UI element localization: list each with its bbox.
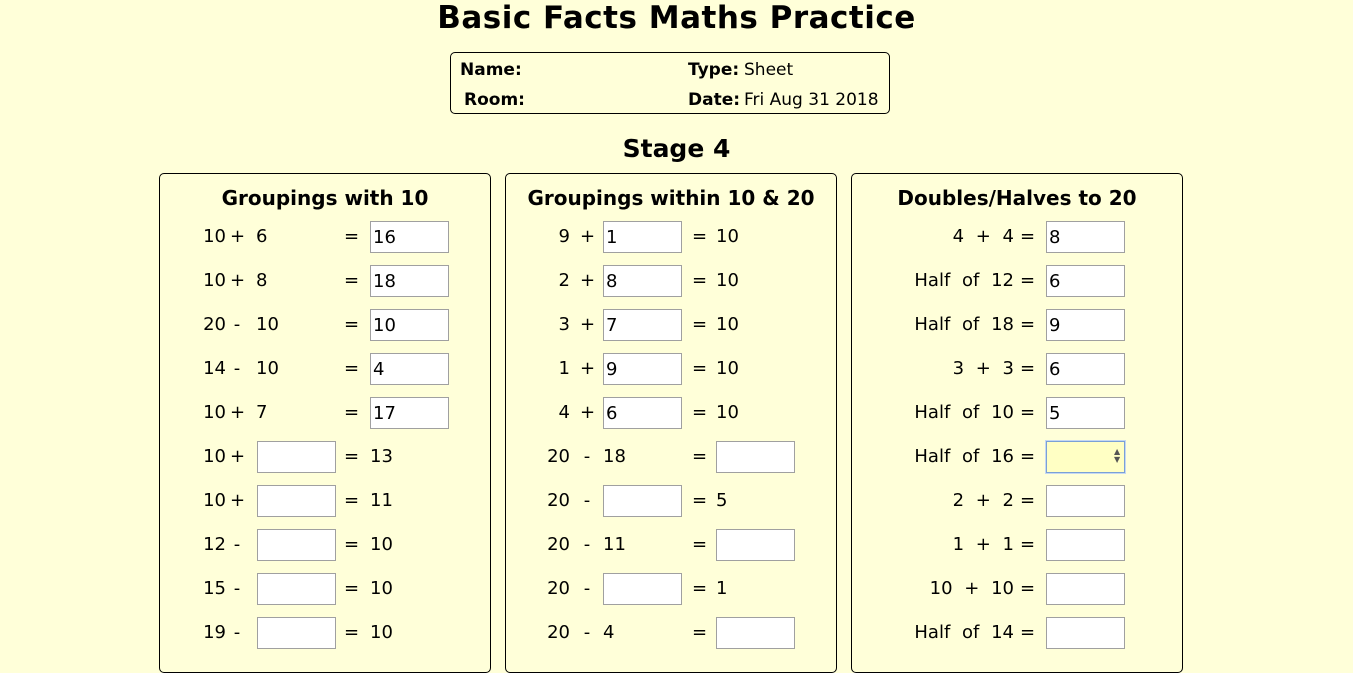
answer-input[interactable]	[1046, 485, 1125, 517]
equals-sign: =	[344, 402, 360, 423]
answer-value: 13	[370, 446, 393, 467]
operand-b: 11	[603, 534, 626, 555]
answer-input[interactable]	[370, 221, 449, 253]
operand-a: 20	[547, 578, 570, 599]
equation-row	[852, 397, 1182, 429]
operand-a: 20	[547, 534, 570, 555]
question-text: Half of 12	[914, 270, 1014, 291]
room-label: Room:	[464, 90, 525, 110]
operator: +	[580, 402, 596, 423]
equation-row	[852, 529, 1182, 561]
operator: -	[233, 358, 241, 379]
answer-value: 1	[716, 578, 728, 599]
question-text: 10 + 10	[929, 578, 1014, 599]
equals-sign: =	[692, 622, 708, 643]
operand-b-input[interactable]	[603, 309, 682, 341]
operand-b: 18	[603, 446, 626, 467]
operand-a: 10	[203, 446, 226, 467]
operator: -	[583, 534, 591, 555]
answer-input[interactable]	[1046, 221, 1125, 253]
equation-row	[506, 529, 836, 561]
equation-row	[160, 617, 490, 649]
answer-input[interactable]	[716, 617, 795, 649]
stage-heading: Stage 4	[622, 134, 731, 163]
spinner-arrows-icon[interactable]: ▲ ▼	[1114, 447, 1121, 464]
operator: -	[583, 622, 591, 643]
operand-b: 4	[603, 622, 615, 643]
question-text: Half of 10	[914, 402, 1014, 423]
answer-input[interactable]	[1046, 353, 1125, 385]
answer-value: 10	[716, 270, 739, 291]
equation-row	[852, 353, 1182, 385]
operator: +	[580, 314, 596, 335]
operand-b-input[interactable]	[603, 265, 682, 297]
equation-row	[160, 353, 490, 385]
equals-sign: =	[1020, 578, 1036, 599]
operand-b: 10	[256, 358, 279, 379]
question-text: 1 + 1	[952, 534, 1014, 555]
answer-input[interactable]	[1046, 265, 1125, 297]
equation-row	[160, 265, 490, 297]
equation-row	[506, 353, 836, 385]
type-label: Type:	[688, 60, 740, 80]
equals-sign: =	[1020, 534, 1036, 555]
operand-a: 12	[203, 534, 226, 555]
equation-row	[852, 221, 1182, 253]
question-text: Half of 18	[914, 314, 1014, 335]
equation-row	[506, 265, 836, 297]
equals-sign: =	[1020, 358, 1036, 379]
operand-a: 15	[203, 578, 226, 599]
operator: -	[233, 534, 241, 555]
operand-b-input[interactable]	[603, 485, 682, 517]
equals-sign: =	[1020, 402, 1036, 423]
equation-row	[852, 573, 1182, 605]
panel-title: Groupings with 10	[221, 186, 429, 210]
operand-a: 20	[547, 490, 570, 511]
operand-a: 10	[203, 270, 226, 291]
equation-row	[160, 573, 490, 605]
operator: -	[233, 578, 241, 599]
answer-input-focused[interactable]	[1046, 441, 1125, 473]
equals-sign: =	[692, 446, 708, 467]
question-text: 3 + 3	[952, 358, 1014, 379]
question-text: 2 + 2	[952, 490, 1014, 511]
operand-b-input[interactable]	[257, 617, 336, 649]
equation-row	[506, 441, 836, 473]
answer-input[interactable]	[1046, 309, 1125, 341]
operator: +	[230, 402, 246, 423]
panel-title: Doubles/Halves to 20	[897, 186, 1137, 210]
operand-b-input[interactable]	[603, 573, 682, 605]
operator: +	[230, 226, 246, 247]
operator: +	[230, 490, 246, 511]
operand-a: 20	[547, 446, 570, 467]
equation-row	[160, 529, 490, 561]
answer-value: 10	[716, 226, 739, 247]
question-text: Half of 14	[914, 622, 1014, 643]
operator: -	[583, 578, 591, 599]
equals-sign: =	[692, 314, 708, 335]
answer-input[interactable]	[716, 441, 795, 473]
equals-sign: =	[692, 490, 708, 511]
operand-b: 7	[256, 402, 268, 423]
operand-a: 4	[558, 402, 570, 423]
date-label: Date:	[688, 90, 741, 110]
answer-input[interactable]	[1046, 397, 1125, 429]
question-text: 4 + 4	[952, 226, 1014, 247]
equation-row	[160, 221, 490, 253]
operator: -	[583, 446, 591, 467]
equation-row	[506, 485, 836, 517]
answer-input[interactable]	[370, 397, 449, 429]
answer-input[interactable]	[370, 353, 449, 385]
equals-sign: =	[344, 446, 360, 467]
operand-b-input[interactable]	[603, 221, 682, 253]
operator: -	[233, 314, 241, 335]
answer-value: 11	[370, 490, 393, 511]
operand-a: 10	[203, 490, 226, 511]
equation-row	[852, 441, 1182, 473]
name-label: Name:	[460, 60, 522, 80]
equation-row	[852, 265, 1182, 297]
panel-title: Groupings within 10 & 20	[527, 186, 815, 210]
equals-sign: =	[1020, 490, 1036, 511]
operand-b-input[interactable]	[603, 397, 682, 429]
operand-b-input[interactable]	[257, 441, 336, 473]
answer-value: 10	[370, 578, 393, 599]
question-text: Half of 16	[914, 446, 1014, 467]
answer-value: 10	[716, 358, 739, 379]
equation-row	[160, 309, 490, 341]
panel-groupings-with-10	[159, 173, 491, 673]
answer-value: 10	[716, 314, 739, 335]
equals-sign: =	[1020, 226, 1036, 247]
operand-b-input[interactable]	[257, 485, 336, 517]
operator: -	[583, 490, 591, 511]
equals-sign: =	[344, 314, 360, 335]
answer-input[interactable]	[1046, 529, 1125, 561]
equals-sign: =	[692, 578, 708, 599]
equals-sign: =	[344, 534, 360, 555]
equals-sign: =	[692, 270, 708, 291]
operand-b-input[interactable]	[603, 353, 682, 385]
answer-value: 10	[370, 622, 393, 643]
equation-row	[506, 617, 836, 649]
equals-sign: =	[344, 490, 360, 511]
operand-a: 20	[547, 622, 570, 643]
type-value: Sheet	[744, 60, 794, 80]
student-info-box	[450, 52, 890, 114]
equals-sign: =	[344, 270, 360, 291]
page-title: Basic Facts Maths Practice	[437, 0, 916, 36]
answer-input[interactable]	[370, 309, 449, 341]
equals-sign: =	[692, 358, 708, 379]
operand-a: 10	[203, 226, 226, 247]
equation-row	[506, 309, 836, 341]
operand-a: 2	[558, 270, 570, 291]
operand-a: 19	[203, 622, 226, 643]
equals-sign: =	[344, 578, 360, 599]
equals-sign: =	[344, 622, 360, 643]
equation-row	[852, 309, 1182, 341]
date-value: Fri Aug 31 2018	[744, 90, 879, 110]
operand-b: 10	[256, 314, 279, 335]
equals-sign: =	[1020, 270, 1036, 291]
equation-row	[160, 485, 490, 517]
operator: -	[233, 622, 241, 643]
equals-sign: =	[1020, 446, 1036, 467]
operand-a: 3	[558, 314, 570, 335]
operand-b: 6	[256, 226, 268, 247]
operand-b-input[interactable]	[257, 529, 336, 561]
operand-a: 9	[558, 226, 570, 247]
equation-row	[506, 397, 836, 429]
answer-value: 10	[370, 534, 393, 555]
operand-b: 8	[256, 270, 268, 291]
equation-row	[852, 485, 1182, 517]
equals-sign: =	[692, 402, 708, 423]
equals-sign: =	[344, 226, 360, 247]
operator: +	[580, 270, 596, 291]
equals-sign: =	[692, 534, 708, 555]
operand-b-input[interactable]	[257, 573, 336, 605]
operator: +	[580, 226, 596, 247]
answer-input[interactable]	[1046, 617, 1125, 649]
answer-input[interactable]	[1046, 573, 1125, 605]
operand-a: 14	[203, 358, 226, 379]
equation-row	[506, 221, 836, 253]
answer-input[interactable]	[716, 529, 795, 561]
panel-groupings-within-10-20	[505, 173, 837, 673]
equation-row	[852, 617, 1182, 649]
equals-sign: =	[344, 358, 360, 379]
equation-row	[160, 397, 490, 429]
operand-a: 1	[558, 358, 570, 379]
operand-a: 10	[203, 402, 226, 423]
operator: +	[230, 446, 246, 467]
operator: +	[580, 358, 596, 379]
equation-row	[160, 441, 490, 473]
answer-value: 10	[716, 402, 739, 423]
equation-row	[506, 573, 836, 605]
operator: +	[230, 270, 246, 291]
answer-value: 5	[716, 490, 728, 511]
equals-sign: =	[692, 226, 708, 247]
equals-sign: =	[1020, 622, 1036, 643]
panel-doubles-halves	[851, 173, 1183, 673]
answer-input[interactable]	[370, 265, 449, 297]
operand-a: 20	[203, 314, 226, 335]
equals-sign: =	[1020, 314, 1036, 335]
